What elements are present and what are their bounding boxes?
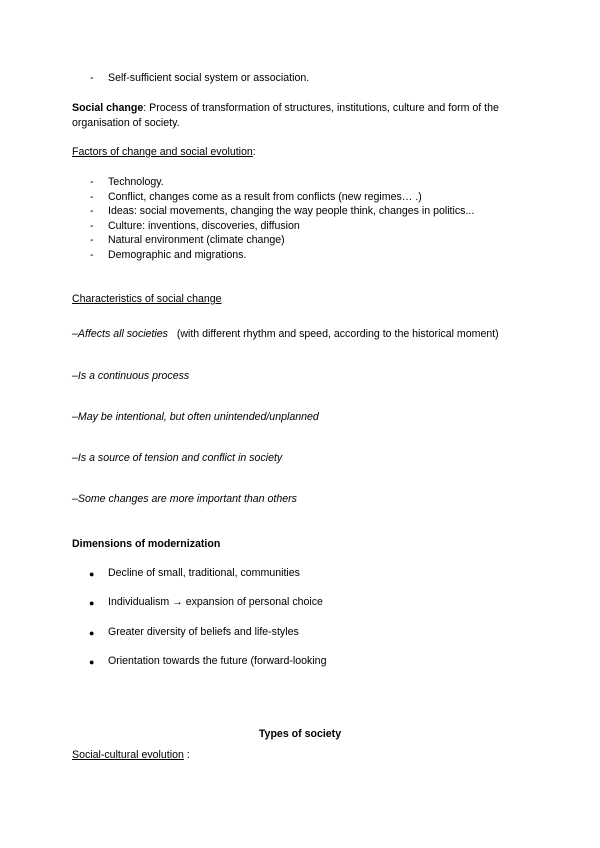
modernization-item: Decline of small, traditional, communities — [108, 567, 300, 579]
intro-bullet-text: Self-sufficient social system or association. — [108, 72, 310, 84]
dash-marker: - — [90, 205, 94, 217]
evolution-suffix: : — [183, 749, 190, 761]
evolution-label: Social-cultural evolution — [72, 749, 184, 761]
characteristic-item: –Some changes are more important than others — [72, 493, 297, 505]
factor-item: Technology. — [108, 176, 164, 188]
characteristic-item: –Is a source of tension and conflict in society — [72, 452, 283, 464]
bullet-marker: ● — [89, 657, 95, 667]
factor-item: Culture: inventions, discoveries, diffusion — [108, 220, 300, 232]
modernization-item: Orientation towards the future (forward-looking — [108, 655, 327, 667]
dash-marker: - — [90, 176, 94, 188]
social-change-definition — [72, 101, 499, 115]
characteristic-item — [72, 327, 499, 341]
characteristics-heading: Characteristics of social change — [72, 293, 222, 305]
social-change-definition-line1: : Process of transformation of structures, institutions, culture and form of the — [143, 102, 499, 114]
modernization-heading: Dimensions of modernization — [72, 538, 221, 550]
bullet-marker: ● — [89, 628, 95, 638]
bullet-marker: ● — [89, 569, 95, 579]
characteristic-item: –Is a continuous process — [72, 370, 190, 382]
characteristic-italic: –Affects all societies — [72, 328, 168, 340]
characteristic-normal: (with different rhythm and speed, according to the historical moment) — [167, 328, 499, 340]
dash-marker: - — [90, 220, 94, 232]
social-change-definition-line2: organisation of society. — [72, 117, 180, 129]
factors-heading — [72, 145, 256, 159]
factor-item: Natural environment (climate change) — [108, 234, 285, 246]
factor-item: Conflict, changes come as a result from conflicts (new regimes… .) — [108, 191, 422, 203]
factor-item: Ideas: social movements, changing the way people think, changes in politics... — [108, 205, 475, 217]
factors-heading-text: Factors of change and social evolution — [72, 146, 253, 158]
dash-marker: - — [90, 72, 94, 84]
factor-item: Demographic and migrations. — [108, 249, 247, 261]
characteristic-item: –May be intentional, but often unintended/unplanned — [72, 411, 319, 423]
evolution-line — [72, 748, 190, 762]
social-change-term: Social change — [72, 102, 144, 114]
modernization-item: Greater diversity of beliefs and life-styles — [108, 626, 299, 638]
types-heading: Types of society — [258, 728, 342, 740]
factors-heading-suffix: : — [252, 146, 256, 158]
bullet-marker: ● — [89, 598, 95, 608]
dash-marker: - — [90, 234, 94, 246]
dash-marker: - — [90, 249, 94, 261]
dash-marker: - — [90, 191, 94, 203]
modernization-item: Individualism → expansion of personal choice — [108, 596, 323, 608]
